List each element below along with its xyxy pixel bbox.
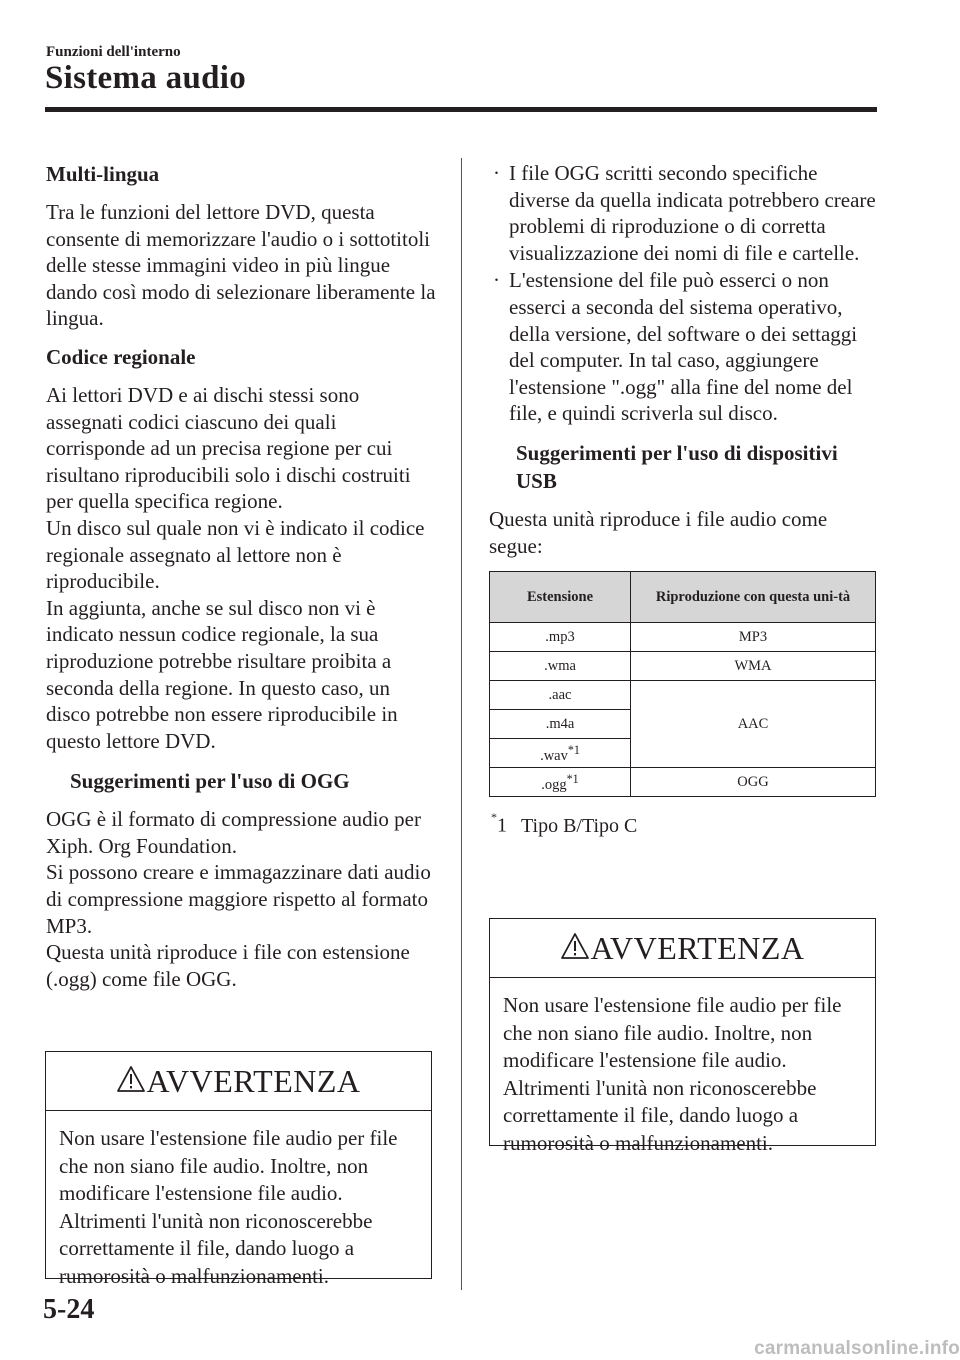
table-cell: .mp3: [490, 623, 631, 652]
warning-header: [490, 919, 875, 978]
table-cell: OGG: [631, 768, 876, 797]
warning-text: Non usare l'estensione file audio per file che non siano file audio. Inoltre, non modificare l'estensione file audio. Altrimenti l'unità non riconoscerebbe correttamente il file, dando luogo a rumorosità o malfunzionamenti.: [503, 993, 842, 1155]
footnote-ref: *1: [567, 743, 580, 758]
page-title: Sistema audio: [45, 60, 247, 96]
right-column: [489, 160, 879, 839]
bullet-icon: ·: [493, 268, 500, 293]
table-cell-text: .ogg: [541, 777, 567, 794]
table-cell: [490, 768, 631, 797]
table-cell: MP3: [631, 623, 876, 652]
codice-regionale-heading: Codice regionale: [46, 344, 196, 369]
ogg-tips-heading: Suggerimenti per l'uso di OGG: [70, 769, 350, 794]
table-row: [490, 681, 876, 710]
table-cell: .m4a: [490, 710, 631, 739]
list-item: [489, 267, 879, 427]
footnote: [489, 807, 879, 839]
table-cell: WMA: [631, 652, 876, 681]
table-header-row: [490, 572, 876, 623]
warning-text: Non usare l'estensione file audio per file che non siano file audio. Inoltre, non modificare l'estensione file audio. Altrimenti l'unità non riconoscerebbe correttamente il file, dando luogo a rumorosità o malfunzionamenti.: [59, 1126, 398, 1288]
extension-table: [489, 571, 876, 797]
codice-regionale-p3: In aggiunta, anche se sul disco non vi è indicato nessun codice regionale, la sua riproduzione potrebbe risultare proibita a seconda della regione. In questo caso, un disco potrebbe non essere riproducibile in questo lettore DVD.: [46, 595, 398, 753]
table-cell: .aac: [490, 681, 631, 710]
table-cell: [490, 739, 631, 768]
usb-tips-heading: Suggerimenti per l'uso di dispositivi USB: [516, 440, 838, 493]
warning-box-left: [45, 1051, 432, 1288]
header-rule: [45, 107, 877, 112]
footnote-text: Tipo B/Tipo C: [521, 814, 638, 837]
table-header-cell: Riproduzione con questa uni-tà: [631, 572, 876, 623]
bullet-icon: ·: [493, 161, 500, 185]
watermark: carmanualsonline.info: [754, 1338, 960, 1359]
codice-regionale-p1: Ai lettori DVD e ai dischi stessi sono assegnati codici ciascuno dei quali corrisponde ad un precisa regione per cui risultano riproducibili solo i dischi costruiti per quella specifica regione.: [46, 382, 411, 514]
ogg-notes-list: [489, 160, 879, 427]
warning-triangle-icon: [560, 932, 590, 960]
usb-intro: Questa unità riproduce i file audio come segue:: [489, 506, 828, 558]
ogg-p1: OGG è il formato di compressione audio per Xiph. Org Foundation.: [46, 807, 421, 858]
table-cell-text: .wav: [540, 748, 568, 765]
footnote-mark: *: [491, 810, 497, 825]
table-row: [490, 652, 876, 681]
multilingua-text: Tra le funzioni del lettore DVD, questa consente di memorizzare l'audio o i sottotitoli delle stesse immagini video in più lingue dando così modo di selezionare liberamente la lingua.: [46, 200, 436, 331]
footnote-number: 1: [497, 814, 507, 837]
footnote-ref: *1: [566, 772, 579, 787]
warning-triangle-icon: [116, 1065, 146, 1093]
codice-regionale-p2: Un disco sul quale non vi è indicato il codice regionale assegnato al lettore non è riproducibile.: [46, 515, 425, 594]
section-kicker: Funzioni dell'interno: [46, 44, 181, 60]
page-number: 5-24: [43, 1294, 95, 1325]
list-item: [489, 160, 879, 266]
multilingua-heading: Multi-lingua: [46, 162, 160, 186]
table-row: [490, 623, 876, 652]
table-cell: AAC: [631, 681, 876, 768]
warning-title: AVVERTENZA: [590, 930, 805, 966]
table-cell: .wma: [490, 652, 631, 681]
warning-box-right: [489, 918, 876, 1155]
warning-header: [46, 1052, 431, 1111]
column-divider: [461, 158, 462, 1290]
ogg-p2: Si possono creare e immagazzinare dati audio di compressione maggiore rispetto al formato MP3.: [46, 860, 431, 938]
list-item-text: L'estensione del file può esserci o non esserci a seconda del sistema operativo, della versione, del software o dei settaggi del computer. In tal caso, aggiungere l'estensione ".ogg" alla fine del nome del file, e quindi scriverla sul disco.: [509, 268, 858, 426]
list-item-text: I file OGG scritti secondo specifiche diverse da quella indicata potrebbero creare problemi di riproduzione o di corretta visualizzazione dei nomi di file e cartelle.: [509, 161, 876, 265]
warning-title: AVVERTENZA: [146, 1063, 361, 1099]
left-column: [46, 160, 436, 1003]
ogg-p3: Questa unità riproduce i file con estensione (.ogg) come file OGG.: [46, 940, 410, 991]
table-row: [490, 768, 876, 797]
table-header-cell: Estensione: [490, 572, 631, 623]
